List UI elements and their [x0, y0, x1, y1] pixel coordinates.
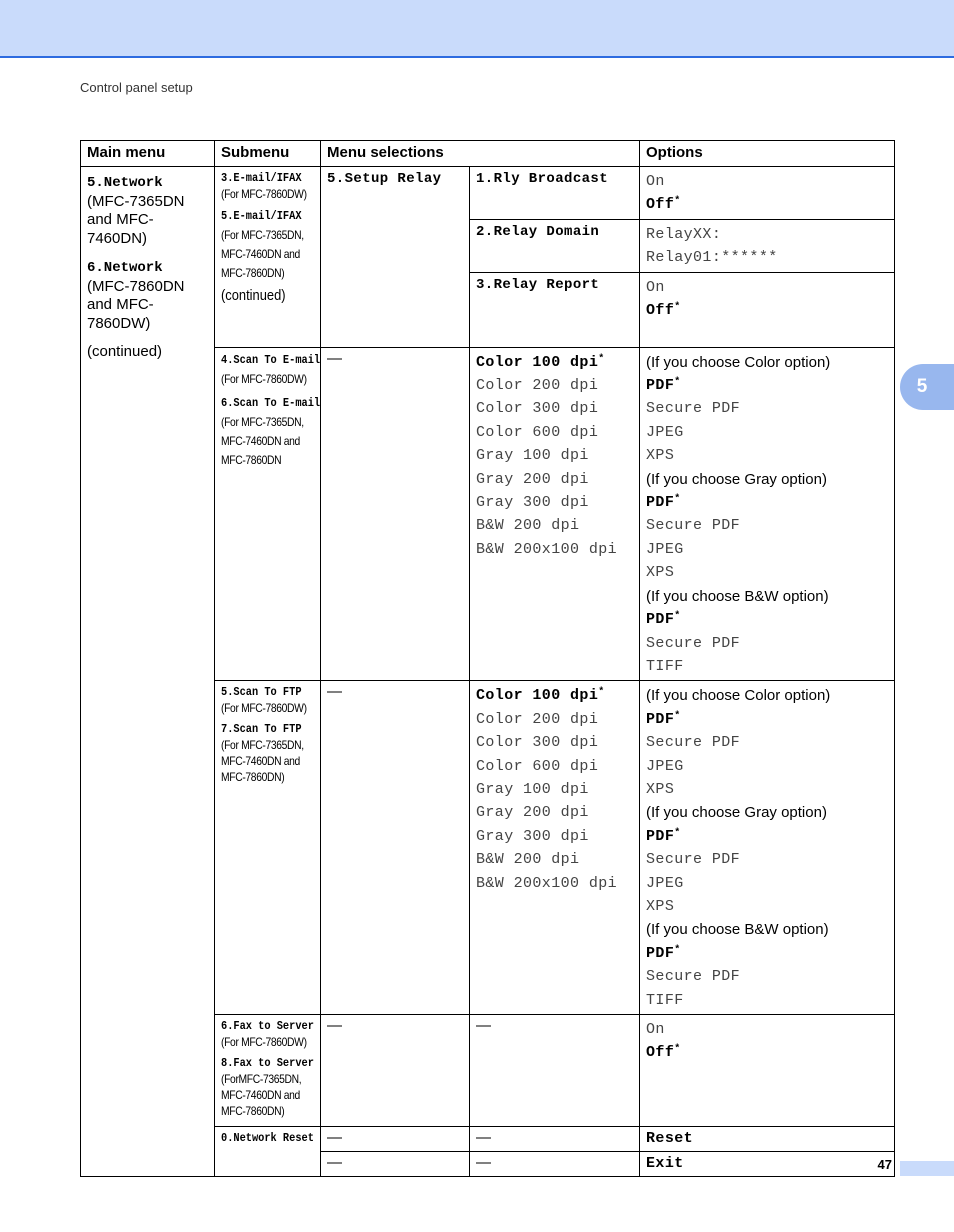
options-cell	[640, 681, 895, 1015]
empty-dash: —	[327, 683, 342, 701]
selection-item	[470, 1127, 640, 1152]
submenu-cell	[215, 1015, 321, 1127]
resolution-option: B&W 200x100 dpi	[476, 540, 618, 558]
option-reset: Reset	[646, 1130, 694, 1147]
table-header-row	[81, 141, 895, 167]
resolution-option: Color 200 dpi	[476, 710, 599, 728]
format-option: Secure PDF	[646, 634, 741, 652]
submenu-cell	[215, 1127, 321, 1177]
resolution-option: Color 300 dpi	[476, 400, 599, 418]
main-menu-models: (MFC-7365DN and MFC-7460DN)	[87, 192, 185, 247]
submenu-models: (ForMFC-7365DN, MFC-7460DN and MFC-7860DN)	[221, 1072, 302, 1118]
options-cell	[640, 167, 895, 220]
selection-item	[470, 219, 640, 272]
format-options-list	[646, 684, 889, 1012]
option-condition-note: (If you choose B&W option)	[646, 587, 829, 605]
resolution-list	[476, 351, 634, 562]
submenu-models: (For MFC-7860DW)	[221, 1035, 307, 1049]
header-menu-selections: Menu selections	[321, 141, 640, 167]
resolution-cell	[470, 347, 640, 681]
selection-item-label: 2.Relay Domain	[476, 223, 600, 240]
format-option: XPS	[646, 780, 675, 798]
footer-band	[900, 1161, 954, 1176]
resolution-option: Gray 300 dpi	[476, 827, 589, 845]
submenu-models: (For MFC-7365DN, MFC-7460DN and MFC-7860DN)	[221, 738, 304, 785]
page-number: 47	[877, 1157, 892, 1172]
submenu-code: 4.Scan To E-mail	[221, 352, 321, 367]
format-option-default: PDF*	[646, 611, 681, 629]
format-option: Secure PDF	[646, 851, 741, 869]
empty-dash: —	[476, 1017, 491, 1034]
format-option-default: PDF*	[646, 494, 681, 512]
option-value: On	[646, 1021, 665, 1038]
selection-cell	[321, 347, 470, 681]
options-cell	[640, 1127, 895, 1152]
option-condition-note: (If you choose Gray option)	[646, 804, 827, 822]
empty-dash: —	[327, 1017, 342, 1034]
resolution-option-default: Color 100 dpi*	[476, 353, 605, 371]
resolution-option: Color 600 dpi	[476, 423, 599, 441]
header-main-menu: Main menu	[81, 141, 215, 167]
resolution-option: Color 600 dpi	[476, 757, 599, 775]
header-options: Options	[640, 141, 895, 167]
format-option: Secure PDF	[646, 400, 741, 418]
submenu-models: (For MFC-7860DW)	[221, 187, 307, 201]
empty-dash: —	[327, 1129, 342, 1146]
format-option: TIFF	[646, 657, 684, 675]
format-option: XPS	[646, 564, 675, 582]
format-option: XPS	[646, 897, 675, 915]
options-cell	[640, 272, 895, 347]
submenu-code: 8.Fax to Server	[221, 1056, 314, 1070]
format-option: Secure PDF	[646, 968, 741, 986]
resolution-option: Gray 200 dpi	[476, 804, 589, 822]
main-menu-code: 6.Network	[87, 260, 163, 276]
option-value-default: Off*	[646, 1044, 681, 1062]
submenu-code: 6.Fax to Server	[221, 1019, 314, 1033]
empty-dash: —	[327, 1154, 342, 1171]
selection-item-label: 1.Rly Broadcast	[476, 171, 609, 187]
option-condition-note: (If you choose Color option)	[646, 353, 831, 371]
submenu-code: 5.Scan To FTP	[221, 685, 302, 700]
format-option: TIFF	[646, 991, 684, 1009]
empty-dash: —	[327, 349, 342, 367]
submenu-code: 5.E-mail/IFAX	[221, 209, 302, 223]
resolution-option-default: Color 100 dpi*	[476, 687, 605, 705]
resolution-option: B&W 200 dpi	[476, 517, 580, 535]
selection-cell	[321, 1152, 470, 1177]
continued-note: (continued)	[221, 287, 286, 304]
header-band	[0, 0, 954, 58]
selection-cell	[321, 1127, 470, 1152]
option-condition-note: (If you choose B&W option)	[646, 921, 829, 939]
format-option-default: PDF*	[646, 944, 681, 962]
empty-dash: —	[476, 1129, 491, 1146]
submenu-cell	[215, 347, 321, 681]
options-cell	[640, 1152, 895, 1177]
submenu-models: (For MFC-7365DN, MFC-7460DN and MFC-7860DN	[221, 414, 304, 467]
header-submenu: Submenu	[215, 141, 321, 167]
resolution-option: Gray 100 dpi	[476, 780, 589, 798]
selection-item	[470, 167, 640, 220]
submenu-cell	[215, 167, 321, 348]
submenu-models: (For MFC-7365DN, MFC-7460DN and MFC-7860DN)	[221, 228, 304, 280]
options-cell	[640, 347, 895, 681]
section-title: Control panel setup	[80, 80, 193, 95]
format-options-list	[646, 351, 889, 679]
resolution-option: B&W 200x100 dpi	[476, 874, 618, 892]
format-option: JPEG	[646, 540, 684, 558]
format-option: Secure PDF	[646, 734, 741, 752]
selection-label: 5.Setup Relay	[327, 171, 442, 187]
selection-cell	[321, 167, 470, 348]
option-value-default: Off*	[646, 302, 681, 320]
option-condition-note: (If you choose Color option)	[646, 687, 831, 705]
submenu-cell	[215, 681, 321, 1015]
selection-item	[470, 272, 640, 347]
format-option: JPEG	[646, 757, 684, 775]
resolution-option: Color 200 dpi	[476, 377, 599, 395]
option-value: On	[646, 173, 665, 190]
option-value-default: Off*	[646, 196, 681, 214]
submenu-code: 0.Network Reset	[221, 1131, 314, 1145]
option-condition-note: (If you choose Gray option)	[646, 470, 827, 488]
menu-table	[80, 140, 895, 1177]
submenu-code: 3.E-mail/IFAX	[221, 171, 302, 185]
format-option-default: PDF*	[646, 377, 681, 395]
submenu-models: (For MFC-7860DW)	[221, 371, 307, 386]
main-menu-models: (MFC-7860DN and MFC-7860DW)	[87, 277, 185, 332]
resolution-option: Gray 300 dpi	[476, 494, 589, 512]
main-menu-cell	[81, 167, 215, 1177]
selection-item-label: 3.Relay Report	[476, 276, 600, 293]
option-value: RelayXX:	[646, 225, 722, 243]
format-option-default: PDF*	[646, 710, 681, 728]
option-value: Relay01:******	[646, 249, 778, 267]
table-row	[81, 167, 895, 220]
empty-dash: —	[476, 1154, 491, 1171]
resolution-option: Color 300 dpi	[476, 734, 599, 752]
selection-item	[470, 1015, 640, 1127]
selection-item	[470, 1152, 640, 1177]
resolution-option: Gray 100 dpi	[476, 447, 589, 465]
format-option: JPEG	[646, 874, 684, 892]
format-option: Secure PDF	[646, 517, 741, 535]
selection-cell	[321, 681, 470, 1015]
selection-cell	[321, 1015, 470, 1127]
main-menu-code: 5.Network	[87, 175, 163, 191]
continued-note: (continued)	[87, 343, 163, 360]
format-option: XPS	[646, 447, 675, 465]
option-exit: Exit	[646, 1155, 684, 1172]
submenu-models: (For MFC-7860DW)	[221, 701, 307, 716]
resolution-option: B&W 200 dpi	[476, 851, 580, 869]
format-option-default: PDF*	[646, 827, 681, 845]
resolution-list	[476, 684, 634, 895]
option-value: On	[646, 278, 665, 296]
resolution-option: Gray 200 dpi	[476, 470, 589, 488]
chapter-tab[interactable]: 5	[900, 364, 954, 410]
submenu-code: 6.Scan To E-mail	[221, 395, 321, 410]
submenu-code: 7.Scan To FTP	[221, 722, 302, 737]
options-cell	[640, 219, 895, 272]
format-option: JPEG	[646, 423, 684, 441]
options-cell	[640, 1015, 895, 1127]
resolution-cell	[470, 681, 640, 1015]
